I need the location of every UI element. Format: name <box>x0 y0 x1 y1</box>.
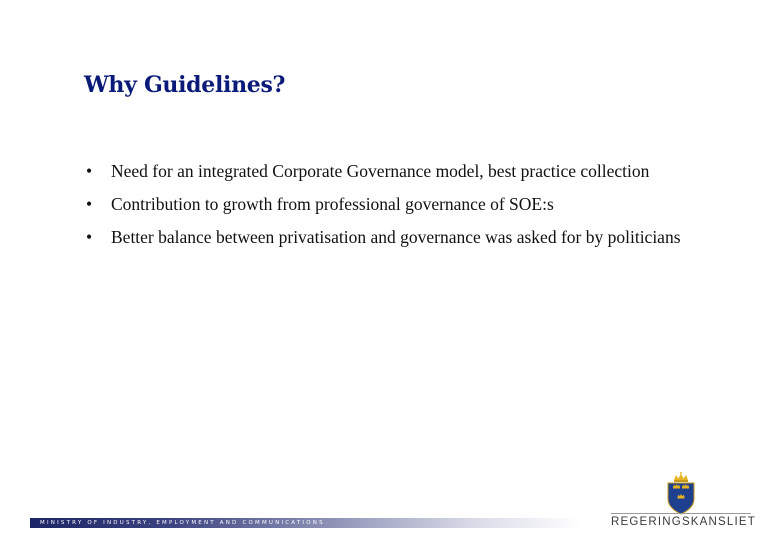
slide-title: Why Guidelines? <box>84 72 286 98</box>
bullet-text: Need for an integrated Corporate Governance model, best practice collection <box>111 161 650 181</box>
three-crowns-crest-icon <box>659 471 703 515</box>
bullet-marker: • <box>86 161 93 181</box>
bullet-list <box>84 157 724 256</box>
bullet-item <box>84 223 724 251</box>
bullet-text: Contribution to growth from professional governance of SOE:s <box>111 194 554 214</box>
bullet-item <box>84 157 724 185</box>
royal-crown-icon <box>674 472 688 482</box>
logo-divider <box>611 513 751 514</box>
bullet-item <box>84 190 724 218</box>
bullet-marker: • <box>86 227 93 247</box>
bullet-marker: • <box>86 194 93 214</box>
government-logo-text: REGERINGSKANSLIET <box>611 516 757 528</box>
ministry-name: MINISTRY OF INDUSTRY, EMPLOYMENT AND COMMUNICATIONS <box>40 520 325 526</box>
bullet-text: Better balance between privatisation and governance was asked for by politicians <box>111 227 681 247</box>
